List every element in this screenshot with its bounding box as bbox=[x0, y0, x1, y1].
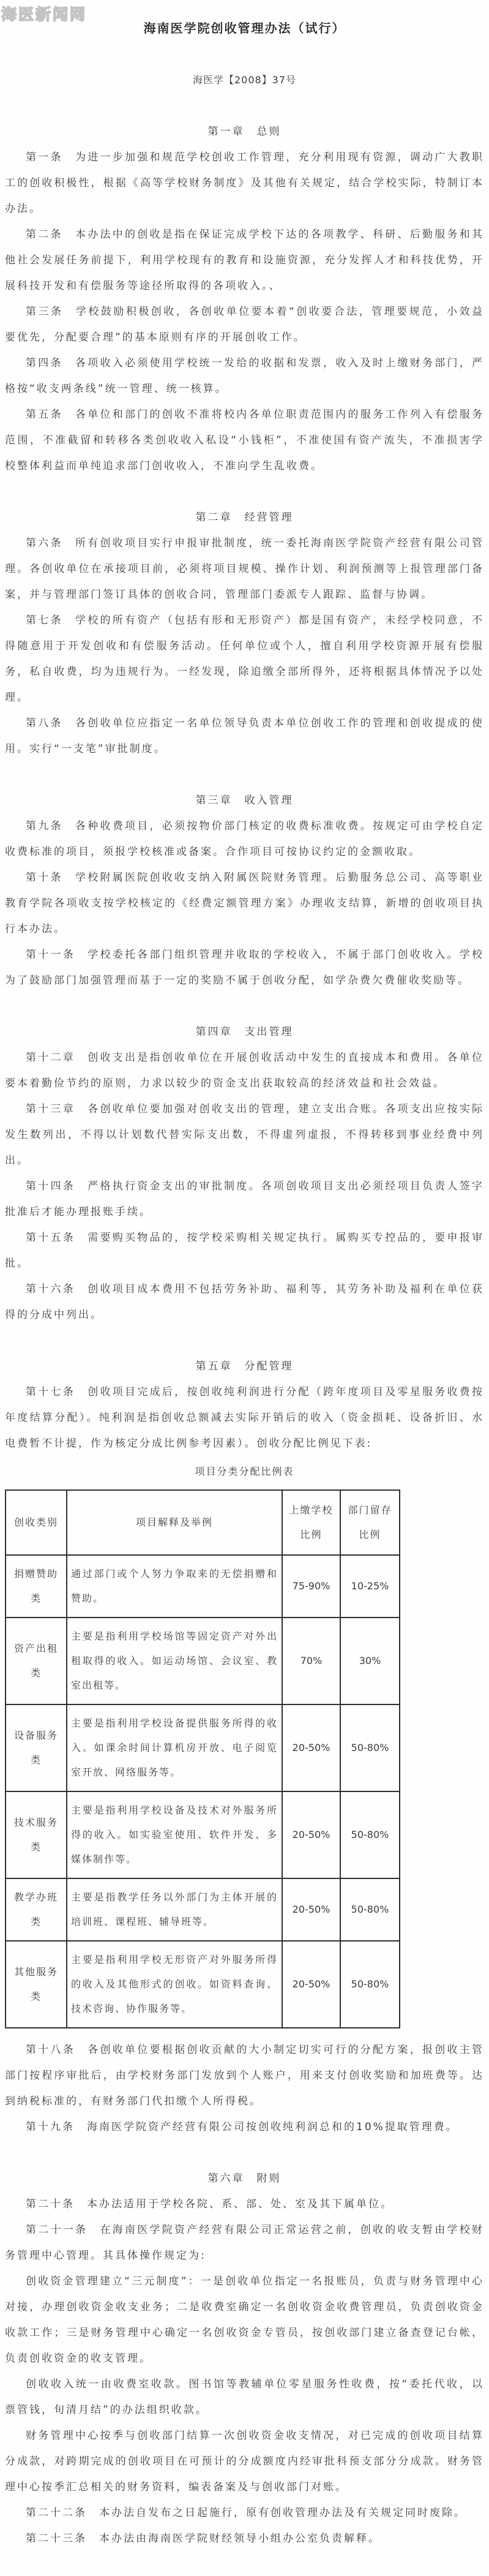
category-cell: 捐赠赞助类 bbox=[6, 1555, 67, 1618]
paragraph: 第十四条 严格执行资金支出的审批制度。各项创收项目支出必须经项目负责人签字批准后才能办理报账手续。 bbox=[5, 1180, 484, 1218]
paragraph: 第十八条 各创收单位要根据创收贡献的大小制定切实可行的分配方案，报创收主管部门按程序审批后，由学校财务部门发放到个人账户，用来支付创收奖励和加班费等。达到纳税标准的，有财务部门代扣缴个人所得税。 bbox=[5, 2044, 484, 2107]
dept-share-cell: 50-80% bbox=[340, 1791, 400, 1878]
table-row bbox=[6, 1555, 400, 1618]
paragraph: 第二十条 本办法适用于学校各院、系、部、处、室及其下属单位。 bbox=[26, 2198, 393, 2210]
table-row bbox=[6, 1618, 400, 1704]
chapter-heading: 第四章 支出管理 bbox=[195, 1026, 294, 1038]
allocation-ratio-table bbox=[5, 1489, 400, 2028]
chapter-heading: 第六章 附则 bbox=[207, 2172, 282, 2185]
table-header-row bbox=[6, 1490, 400, 1555]
paragraph: 财务管理中心按季与创收部门结算一次创收资金收支情况，对已完成的创收项目结算分成款，对跨期完成的创收项目在可预计的分成额度内经审批科预支部分分成款。财务管理中心按季汇总相关的财务资料，编表备案及与创收部门对账。 bbox=[5, 2430, 484, 2493]
description-cell: 主要是指利用学校设备提供服务所得的收入。如课余时间计算机房开放、电子阅览室开放、网络服务等。 bbox=[67, 1704, 282, 1791]
dept-share-cell: 50-80% bbox=[340, 1878, 400, 1941]
school-share-cell: 20-50% bbox=[282, 1878, 340, 1941]
dept-share-cell: 50-80% bbox=[340, 1704, 400, 1791]
paragraph: 第六条 所有创收项目实行申报审批制度，统一委托海南医学院资产经营有限公司管理。各创收单位在承接项目前，必须将项目规模、操作计划、利润预测等上报管理部门备案，并与管理部门签订具体的创收合同，管理部门委派专人跟踪、监督与协调。 bbox=[5, 537, 484, 601]
table-caption: 项目分类分配比例表 bbox=[195, 1466, 294, 1477]
table-head bbox=[6, 1490, 400, 1555]
table-row bbox=[6, 1791, 400, 1878]
description-cell: 主要是指教学任务以外部门为主体开展的培训班、课程班、辅导班等。 bbox=[67, 1878, 282, 1941]
paragraph: 第一条 为进一步加强和规范学校创收工作管理，充分利用现有资源，调动广大教职工的创收积极性，根据《高等学校财务制度》及其他有关规定，结合学校实际，特制订本办法。 bbox=[5, 151, 484, 215]
category-cell: 资产出租类 bbox=[6, 1618, 67, 1704]
chapter-heading: 第三章 收入管理 bbox=[195, 794, 294, 807]
paragraph: 第十条 学校附属医院创收收支纳入附属医院财务管理。后勤服务总公司、高等职业教育学院各项收支按学校核定的《经费定额管理方案》办理收支结算，新增的创收项目执行本办法。 bbox=[5, 872, 484, 935]
paragraph: 第十一条 学校委托各部门组织管理并收取的学校收入，不属于部门创收收入。学校为了鼓励部门加强管理而基于一定的奖励不属于创收分配，如学杂费欠费催收奖励等。 bbox=[5, 949, 484, 987]
table-row bbox=[6, 1941, 400, 2028]
category-cell: 教学办班类 bbox=[6, 1878, 67, 1941]
school-share-cell: 75-90% bbox=[282, 1555, 340, 1618]
table-header-cell: 上缴学校比例 bbox=[282, 1490, 340, 1555]
paragraph: 第八条 各创收单位应指定一名单位领导负责本单位创收工作的管理和创收提成的使用。实行“一支笔”审批制度。 bbox=[5, 717, 484, 755]
paragraph: 第九条 各种收费项目，必须按物价部门核定的收费标准收费。按规定可由学校自定收费标准的项目，须报学校核准或备案。合作项目可按协议约定的金额收取。 bbox=[5, 820, 484, 858]
table-body bbox=[6, 1555, 400, 2028]
chapter-heading: 第二章 经营管理 bbox=[195, 511, 294, 524]
paragraph: 第十三章 各创收单位要加强对创收支出的管理，建立支出合账。各项支出应按实际发生数列出，不得以计划数代替实际支出数，不得虚列虚报，不得转移到事业经费中列出。 bbox=[5, 1103, 484, 1167]
table-row bbox=[6, 1878, 400, 1941]
paragraph: 第十五条 需要购买物品的，按学校采购相关规定执行。属购买专控品的，要申报审批。 bbox=[5, 1232, 484, 1270]
school-share-cell: 20-50% bbox=[282, 1791, 340, 1878]
description-cell: 通过部门或个人努力争取来的无偿捐赠和赞助。 bbox=[67, 1555, 282, 1618]
school-share-cell: 20-50% bbox=[282, 1704, 340, 1791]
description-cell: 主要是指利用学校场馆等固定资产对外出租取得的收入。如运动场馆、会议室、教室出租等。 bbox=[67, 1618, 282, 1704]
paragraph: 第十九条 海南医学院资产经营有限公司按创收纯利润总和的10%提取管理费。 bbox=[26, 2121, 458, 2133]
chapter-heading: 第五章 分配管理 bbox=[195, 1360, 294, 1373]
paragraph: 第二十三条 本办法由海南医学院财经领导小组办公室负责解释。 bbox=[26, 2533, 381, 2545]
paragraph: 第四条 各项收入必须使用学校统一发给的收据和发票，收入及时上缴财务部门，严格按“收支两条线”统一管理、统一核算。 bbox=[5, 357, 484, 395]
document-number: 海医学【2008】37号 bbox=[192, 74, 297, 86]
table-header-cell: 创收类别 bbox=[6, 1490, 67, 1555]
site-watermark-logo: 海医新闻网 bbox=[1, 6, 88, 23]
dept-share-cell: 10-25% bbox=[340, 1555, 400, 1618]
paragraph: 第二条 本办法中的创收是指在保证完成学校下达的各项教学、科研、后勤服务和其他社会发展任务前提下，利用学校现有的教育和设施资源，充分发挥人才和科技优势，开展科技开发和有偿服务等途径所取得的各项收入。、 bbox=[5, 228, 484, 292]
school-share-cell: 70% bbox=[282, 1618, 340, 1704]
category-cell: 技术服务类 bbox=[6, 1791, 67, 1878]
chapter-heading: 第一章 总则 bbox=[207, 126, 282, 138]
dept-share-cell: 50-80% bbox=[340, 1941, 400, 2028]
category-cell: 设备服务类 bbox=[6, 1704, 67, 1791]
dept-share-cell: 30% bbox=[340, 1618, 400, 1704]
paragraph: 第十二章 创收支出是指创收单位在开展创收活动中发生的直接成本和费用。各单位要本着勤俭节约的原则，力求以较少的资金支出获取较高的经济效益和社会效益。 bbox=[5, 1052, 484, 1090]
paragraph: 第七条 学校的所有资产（包括有形和无形资产）都是国有资产，未经学校同意，不得随意用于开发创收和有偿服务活动。任何单位或个人，擅自利用学校资源开展有偿服务，私自收费，均为违规行为。一经发现，除追缴全部所得外，还将根据具体情况予以处理。 bbox=[5, 614, 484, 704]
paragraph: 第二十二条 本办法自发布之日起施行，原有创收管理办法及有关规定同时废除。 bbox=[26, 2507, 466, 2519]
paragraph: 第三条 学校鼓励积极创收，各创收单位要本着“创收要合法，管理要规范，小效益要优先，分配要合理”的基本原则有序的开展创收工作。 bbox=[5, 306, 484, 344]
paragraph: 创收收入统一由收费室收款。图书馆等教辅单位零星服务性收费，按“委托代收，以票管钱，旬清月结”的办法组织收款。 bbox=[5, 2378, 484, 2416]
table-row bbox=[6, 1704, 400, 1791]
school-share-cell: 20-50% bbox=[282, 1941, 340, 2028]
paragraph: 第五条 各单位和部门的创收不准将校内各单位职责范围内的服务工作列入有偿服务范围，不准截留和转移各类创收收入私设“小钱柜”，不准使国有资产流失，不准损害学校整体利益而单纯追求部门创收收入，不准向学生乱收费。 bbox=[5, 409, 484, 472]
description-cell: 主要是指利用学校无形资产对外服务所得的收入及其他形式的创收。如资料查询、技术咨询、协作服务等。 bbox=[67, 1941, 282, 2028]
paragraph: 创收资金管理建立“三元制度”：一是创收单位指定一名报账员，负责与财务管理中心对接，办理创收资金收支业务；二是收费室确定一名创收资金收费管理员，负责创收资金收款工作；三是财务管理中心确定一名创收资金专管员，按创收部门建立备查登记台帐，负责创收资金的收支管理。 bbox=[5, 2275, 484, 2365]
table-header-cell: 项目解释及举例 bbox=[67, 1490, 282, 1555]
category-cell: 其他服务类 bbox=[6, 1941, 67, 2028]
table-header-cell: 部门留存比例 bbox=[340, 1490, 400, 1555]
paragraph: 第二十一条 在海南医学院资产经营有限公司正常运营之前，创收的收支暂由学校财务管理中心管理。其具体操作规定为: bbox=[5, 2224, 484, 2262]
paragraph: 第十七条 创收项目完成后，按创收纯利润进行分配（跨年度项目及零星服务收费按年度结算分配）。纯利润是指创收总额减去实际开销后的收入（资金损耗、设备折旧、水电费暂不计提，作为核定分成比例参考因素）。创收分配比例见下表: bbox=[5, 1386, 484, 1450]
document-body bbox=[5, 119, 484, 2552]
paragraph: 第十六条 创收项目成本费用不包括劳务补助、福利等，其劳务补助及福利在单位获得的分成中列出。 bbox=[5, 1283, 484, 1321]
document-title: 海南医学院创收管理办法（试行） bbox=[143, 21, 346, 36]
description-cell: 主要是指利用学校设备及技术对外服务所得的收入。如实验室使用、软件开发、多媒体制作等。 bbox=[67, 1791, 282, 1878]
